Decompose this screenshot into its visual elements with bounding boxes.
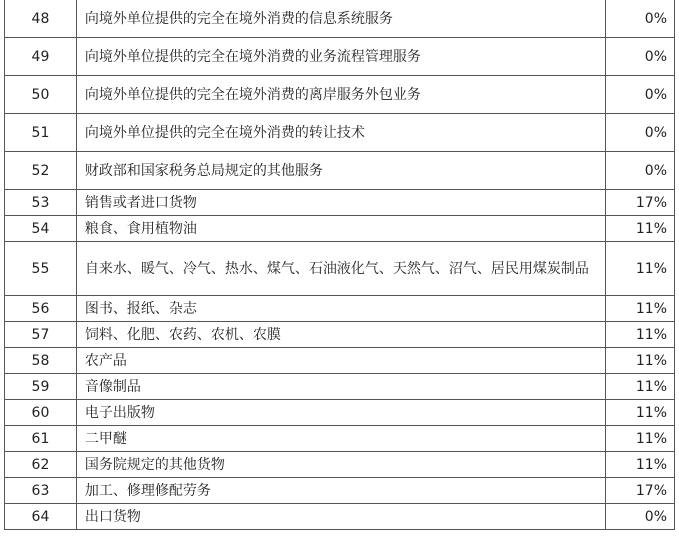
row-tax-rate: 0% [606, 504, 675, 530]
row-number: 53 [5, 190, 77, 216]
tax-rate-table-body [5, 0, 675, 530]
row-tax-rate: 0% [606, 76, 675, 114]
row-number: 64 [5, 504, 77, 530]
row-number: 59 [5, 374, 77, 400]
table-row [5, 322, 675, 348]
table-row [5, 38, 675, 76]
table-row [5, 504, 675, 530]
row-description: 音像制品 [76, 374, 605, 400]
row-number: 51 [5, 114, 77, 152]
row-description: 电子出版物 [76, 400, 605, 426]
row-tax-rate: 11% [606, 374, 675, 400]
row-description: 国务院规定的其他货物 [76, 452, 605, 478]
row-number: 62 [5, 452, 77, 478]
row-number: 57 [5, 322, 77, 348]
row-description: 向境外单位提供的完全在境外消费的转让技术 [76, 114, 605, 152]
row-tax-rate: 17% [606, 478, 675, 504]
row-tax-rate: 17% [606, 190, 675, 216]
row-number: 63 [5, 478, 77, 504]
table-row [5, 114, 675, 152]
row-tax-rate: 11% [606, 216, 675, 242]
table-row [5, 0, 675, 38]
row-description: 向境外单位提供的完全在境外消费的业务流程管理服务 [76, 38, 605, 76]
row-number: 61 [5, 426, 77, 452]
row-number: 54 [5, 216, 77, 242]
table-row [5, 216, 675, 242]
row-number: 52 [5, 152, 77, 190]
tax-rate-table [4, 0, 675, 530]
table-row [5, 452, 675, 478]
row-tax-rate: 11% [606, 400, 675, 426]
row-description: 二甲醚 [76, 426, 605, 452]
row-number: 56 [5, 296, 77, 322]
table-row [5, 374, 675, 400]
table-row [5, 76, 675, 114]
row-description: 粮食、食用植物油 [76, 216, 605, 242]
row-description: 图书、报纸、杂志 [76, 296, 605, 322]
table-row [5, 242, 675, 296]
row-number: 49 [5, 38, 77, 76]
row-tax-rate: 11% [606, 348, 675, 374]
row-tax-rate: 0% [606, 38, 675, 76]
row-description: 财政部和国家税务总局规定的其他服务 [76, 152, 605, 190]
table-row [5, 190, 675, 216]
row-tax-rate: 11% [606, 452, 675, 478]
row-number: 50 [5, 76, 77, 114]
row-number: 58 [5, 348, 77, 374]
row-number: 48 [5, 0, 77, 38]
row-number: 55 [5, 242, 77, 296]
row-number: 60 [5, 400, 77, 426]
table-row [5, 426, 675, 452]
row-tax-rate: 11% [606, 426, 675, 452]
table-row [5, 348, 675, 374]
row-description: 加工、修理修配劳务 [76, 478, 605, 504]
row-tax-rate: 0% [606, 0, 675, 38]
row-tax-rate: 0% [606, 114, 675, 152]
row-description: 饲料、化肥、农药、农机、农膜 [76, 322, 605, 348]
row-description: 销售或者进口货物 [76, 190, 605, 216]
table-row [5, 400, 675, 426]
row-description: 自来水、暖气、冷气、热水、煤气、石油液化气、天然气、沼气、居民用煤炭制品 [76, 242, 605, 296]
row-description: 向境外单位提供的完全在境外消费的离岸服务外包业务 [76, 76, 605, 114]
row-tax-rate: 0% [606, 152, 675, 190]
table-row [5, 296, 675, 322]
row-tax-rate: 11% [606, 242, 675, 296]
table-row [5, 152, 675, 190]
row-description: 农产品 [76, 348, 605, 374]
row-description: 向境外单位提供的完全在境外消费的信息系统服务 [76, 0, 605, 38]
row-tax-rate: 11% [606, 322, 675, 348]
row-description: 出口货物 [76, 504, 605, 530]
row-tax-rate: 11% [606, 296, 675, 322]
table-row [5, 478, 675, 504]
